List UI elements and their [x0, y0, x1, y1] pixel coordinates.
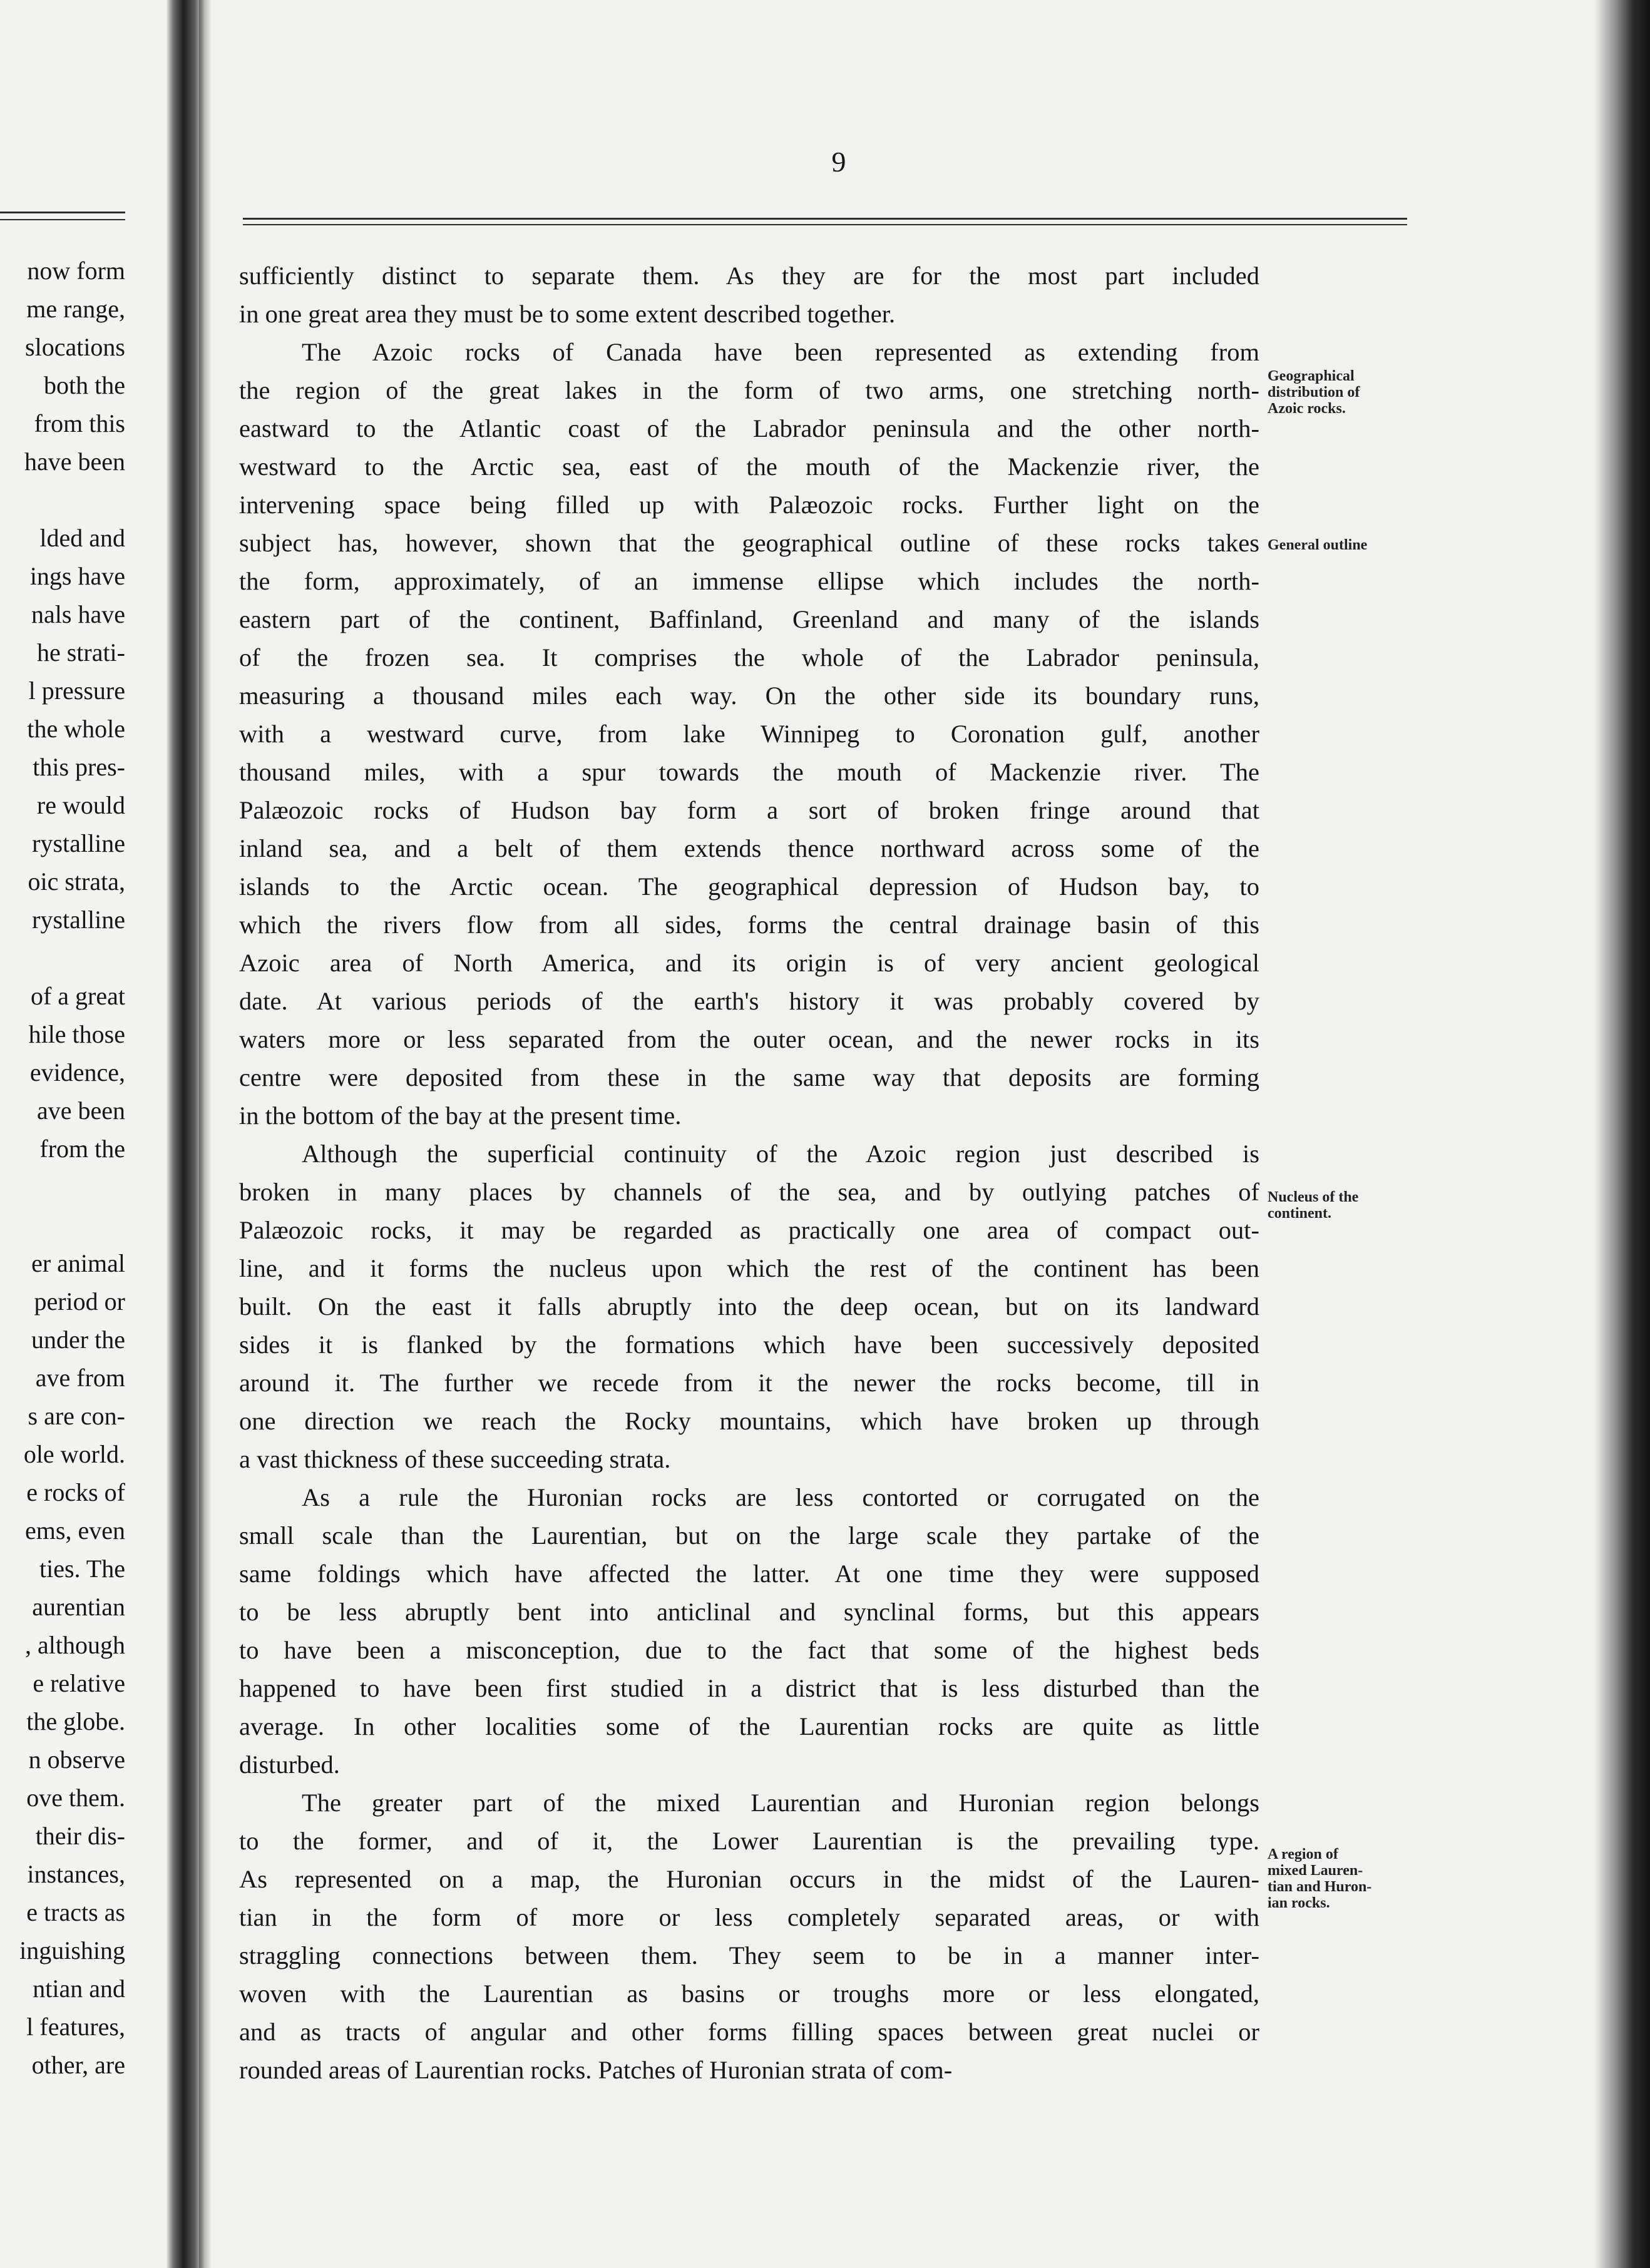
marginal-note-general-outline: [1268, 537, 1430, 553]
facing-page-line: ems, even: [25, 1516, 125, 1545]
marginal-note-mixed-region: [1268, 1846, 1430, 1911]
text-line: built. On the east it falls abruptly into the deep ocean, but on its landward: [239, 1292, 1259, 1320]
text-line: centre were deposited from these in the same way that deposits are forming: [239, 1063, 1259, 1091]
header-rule-2: [243, 224, 1407, 225]
text-line: the form, approximately, of an immense ellipse which includes the north-: [239, 567, 1259, 595]
text-line: one direction we reach the Rocky mountains, which have broken up through: [239, 1407, 1259, 1435]
text-line: to be less abruptly bent into anticlinal and synclinal forms, but this appears: [239, 1598, 1259, 1626]
text-line: broken in many places by channels of the sea, and by outlying patches of: [239, 1178, 1259, 1206]
text-line: intervening space being filled up with Palæozoic rocks. Further light on the: [239, 491, 1259, 519]
header-rule: [243, 218, 1407, 220]
facing-page-line: [0, 481, 125, 519]
facing-page-line: l pressure: [28, 677, 125, 705]
marginal-note-line: Nucleus of the: [1268, 1189, 1359, 1205]
facing-page-line: have been: [24, 447, 125, 476]
facing-page-line: oic strata,: [28, 867, 125, 896]
facing-page-line: er animal: [31, 1249, 125, 1277]
text-line: eastward to the Atlantic coast of the Labrador peninsula and the other north-: [239, 414, 1259, 442]
text-line: average. In other localities some of the Laurentian rocks are quite as little: [239, 1712, 1259, 1740]
marginal-note-line: ian rocks.: [1268, 1895, 1330, 1911]
facing-page-line: re would: [36, 791, 125, 819]
facing-page-line: [0, 939, 125, 977]
text-line: rounded areas of Laurentian rocks. Patches of Huronian strata of com-: [239, 2056, 953, 2084]
facing-page-line: , although: [25, 1631, 125, 1659]
page-number: 9: [831, 146, 846, 178]
text-line: of the frozen sea. It comprises the whole of the Labrador peninsula,: [239, 643, 1259, 672]
facing-page-line: ntian and: [33, 1974, 125, 2003]
paragraph: [239, 1478, 1259, 1784]
text-line: same foldings which have affected the latter. At one time they were supposed: [239, 1560, 1259, 1588]
paragraph: [239, 1784, 1259, 2089]
text-line: to have been a misconception, due to the fact that some of the highest beds: [239, 1636, 1259, 1664]
facing-page-line: instances,: [27, 1860, 125, 1888]
marginal-note-line: Azoic rocks.: [1268, 401, 1346, 417]
text-line: in the bottom of the bay at the present time.: [239, 1101, 682, 1130]
text-line: which the rivers flow from all sides, forms the central drainage basin of this: [239, 911, 1259, 939]
facing-page-line: s are con-: [28, 1402, 125, 1430]
facing-page-line: inguishing: [19, 1936, 125, 1964]
facing-page-line: of a great: [30, 982, 125, 1010]
body-text: [239, 257, 1259, 2089]
marginal-note-geographical-distribution: [1268, 368, 1430, 417]
facing-page-line: from the: [39, 1135, 125, 1163]
facing-page-line: ave been: [36, 1096, 125, 1125]
text-line: around it. The further we recede from it the newer the rocks become, till in: [239, 1369, 1259, 1397]
facing-page-line: e tracts as: [26, 1898, 125, 1926]
facing-page-line: ings have: [29, 562, 125, 590]
facing-page-line: [0, 1206, 125, 1244]
marginal-note-line: distribution of: [1268, 384, 1360, 401]
paragraph: [239, 1135, 1259, 1478]
text-line: Although the superficial continuity of the Azoic region just described is: [302, 1140, 1259, 1168]
text-line: As a rule the Huronian rocks are less contorted or corrugated on the: [302, 1483, 1259, 1511]
facing-page-line: n observe: [28, 1745, 125, 1774]
text-line: date. At various periods of the earth's history it was probably covered by: [239, 987, 1259, 1015]
facing-page-line: rystalline: [32, 829, 125, 857]
gutter-fade: [199, 0, 212, 2268]
text-line: waters more or less separated from the outer ocean, and the newer rocks in its: [239, 1025, 1259, 1053]
facing-page-rule: [0, 212, 125, 213]
facing-page-line: their dis-: [35, 1822, 125, 1850]
facing-page-line: l features,: [26, 2013, 125, 2041]
marginal-note-line: A region of: [1268, 1846, 1338, 1862]
facing-page-line: e relative: [33, 1669, 125, 1697]
text-line: line, and it forms the nucleus upon which the rest of the continent has been: [239, 1254, 1259, 1282]
marginal-note-line: mixed Lauren-: [1268, 1862, 1363, 1879]
text-line: and as tracts of angular and other forms filling spaces between great nuclei or: [239, 2018, 1259, 2046]
facing-page-line: e rocks of: [26, 1478, 125, 1506]
marginal-note-line: General outline: [1268, 537, 1368, 553]
facing-page-line: hile those: [28, 1020, 125, 1048]
text-line: Palæozoic rocks, it may be regarded as practically one area of compact out-: [239, 1216, 1259, 1244]
text-line: a vast thickness of these succeeding strata.: [239, 1445, 671, 1473]
book-gutter-shadow: [167, 0, 204, 2268]
text-line: measuring a thousand miles each way. On the other side its boundary runs,: [239, 682, 1259, 710]
facing-page-rule-2: [0, 219, 125, 220]
text-line: disturbed.: [239, 1750, 340, 1779]
text-line: sides it is flanked by the formations which have been successively deposited: [239, 1331, 1259, 1359]
text-line: sufficiently distinct to separate them. As they are for the most part included: [239, 262, 1259, 290]
facing-page-line: under the: [31, 1326, 125, 1354]
facing-page-line: ave from: [35, 1364, 125, 1392]
marginal-note-line: Geographical: [1268, 368, 1355, 384]
facing-page-line: period or: [34, 1287, 125, 1315]
facing-page-line: the globe.: [26, 1707, 125, 1735]
facing-page-line: ove them.: [26, 1784, 125, 1812]
text-line: subject has, however, shown that the geographical outline of these rocks takes: [239, 529, 1259, 557]
facing-page-line: [0, 1168, 125, 1206]
page-right-edge-shadow: [1595, 0, 1650, 2268]
facing-page-line: rystalline: [32, 906, 125, 934]
paragraph: [239, 257, 1259, 333]
facing-page-line: aurentian: [32, 1593, 125, 1621]
facing-page-line: this pres-: [33, 753, 125, 781]
text-line: eastern part of the continent, Baffinland, Greenland and many of the islands: [239, 605, 1259, 633]
facing-page-line: slocations: [25, 333, 125, 361]
text-line: tian in the form of more or less completely separated areas, or with: [239, 1903, 1259, 1931]
marginal-note-line: continent.: [1268, 1205, 1331, 1222]
text-line: small scale than the Laurentian, but on the large scale they partake of the: [239, 1521, 1259, 1550]
facing-page-line: other, are: [31, 2051, 125, 2079]
paragraph: [239, 333, 1259, 1135]
facing-page-line: ole world.: [23, 1440, 125, 1468]
facing-page-line: lded and: [39, 524, 125, 552]
facing-page-line: the whole: [27, 715, 125, 743]
text-line: in one great area they must be to some extent described together.: [239, 300, 896, 328]
facing-page-line: both the: [44, 371, 125, 399]
text-line: islands to the Arctic ocean. The geographical depression of Hudson bay, to: [239, 872, 1259, 901]
marginal-note-nucleus: [1268, 1189, 1430, 1222]
text-line: Azoic area of North America, and its origin is of very ancient geological: [239, 949, 1259, 977]
text-line: inland sea, and a belt of them extends thence northward across some of the: [239, 834, 1259, 862]
facing-page-line: me range,: [26, 295, 125, 323]
facing-page-line: nals have: [31, 600, 125, 628]
facing-page-text: [0, 252, 125, 2084]
text-line: with a westward curve, from lake Winnipeg to Coronation gulf, another: [239, 720, 1259, 748]
text-line: westward to the Arctic sea, east of the mouth of the Mackenzie river, the: [239, 452, 1259, 481]
facing-page-line: now form: [27, 257, 125, 285]
facing-page-line: evidence,: [29, 1058, 125, 1086]
text-line: the region of the great lakes in the form of two arms, one stretching north-: [239, 376, 1259, 404]
facing-page-line: ties. The: [39, 1555, 125, 1583]
text-line: woven with the Laurentian as basins or troughs more or less elongated,: [239, 1979, 1259, 2008]
text-line: As represented on a map, the Huronian occurs in the midst of the Lauren-: [239, 1865, 1259, 1893]
text-line: happened to have been first studied in a district that is less disturbed than the: [239, 1674, 1259, 1702]
marginal-note-line: tian and Huron-: [1268, 1879, 1372, 1895]
text-line: The greater part of the mixed Laurentian and Huronian region belongs: [302, 1789, 1259, 1817]
facing-page-line: he strati-: [36, 638, 125, 667]
text-line: Palæozoic rocks of Hudson bay form a sort of broken fringe around that: [239, 796, 1259, 824]
text-line: thousand miles, with a spur towards the mouth of Mackenzie river. The: [239, 758, 1259, 786]
text-line: to the former, and of it, the Lower Laurentian is the prevailing type.: [239, 1827, 1259, 1855]
text-line: The Azoic rocks of Canada have been represented as extending from: [302, 338, 1259, 366]
facing-page-line: from this: [34, 409, 125, 437]
text-line: straggling connections between them. They seem to be in a manner inter-: [239, 1941, 1259, 1969]
